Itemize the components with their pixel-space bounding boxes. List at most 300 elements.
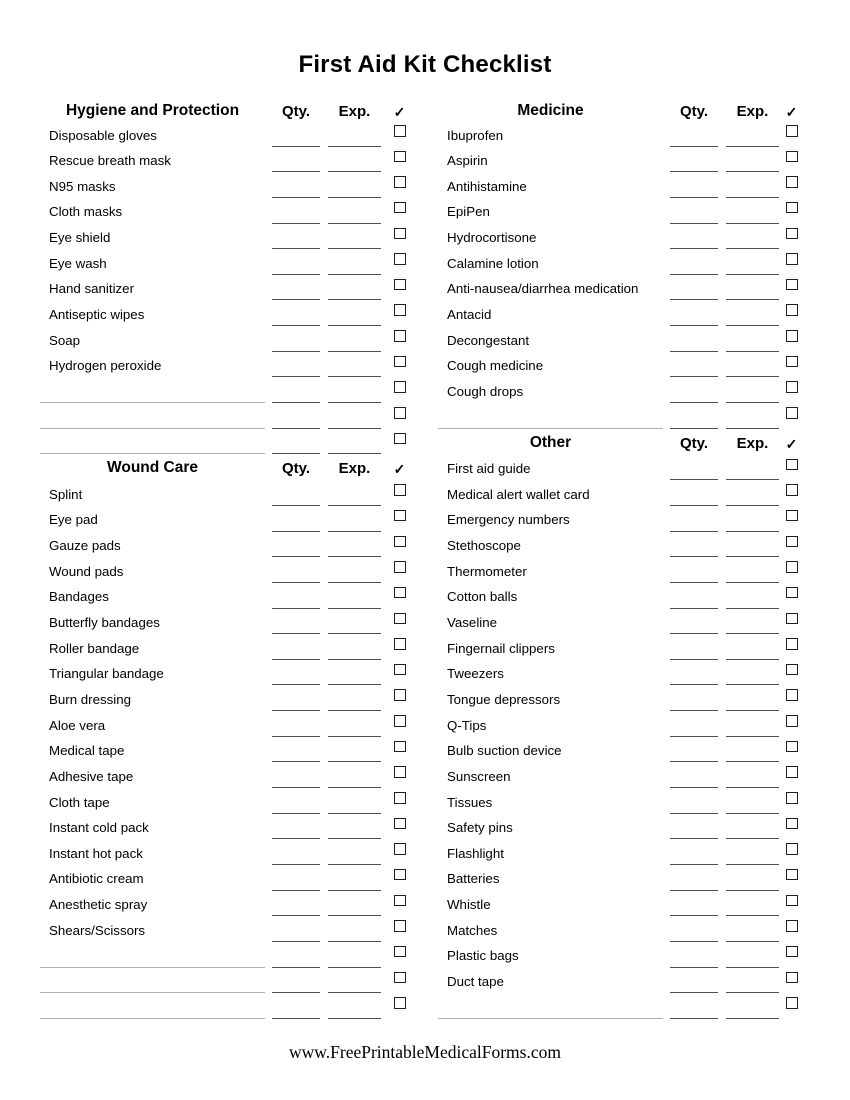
- section-title: Other: [529, 433, 572, 451]
- exp-input-line[interactable]: [726, 941, 779, 942]
- item-checkbox[interactable]: [394, 972, 406, 984]
- item-checkbox[interactable]: [394, 381, 406, 393]
- exp-input-line[interactable]: [726, 171, 779, 172]
- item-checkbox[interactable]: [786, 972, 798, 984]
- item-label: Fingernail clippers: [447, 640, 555, 656]
- qty-input-line[interactable]: [272, 710, 320, 711]
- exp-input-line[interactable]: [726, 761, 779, 762]
- item-checkbox[interactable]: [394, 484, 406, 496]
- qty-input-line[interactable]: [272, 505, 320, 506]
- checklist-row: [40, 508, 406, 534]
- blank-checklist-row: [40, 431, 406, 457]
- page-title: First Aid Kit Checklist: [298, 51, 552, 78]
- blank-checklist-row: [438, 405, 798, 431]
- item-checkbox[interactable]: [786, 997, 798, 1009]
- item-label: Matches: [447, 922, 498, 938]
- qty-input-line[interactable]: [670, 582, 718, 583]
- item-label: Anesthetic spray: [49, 897, 148, 913]
- qty-input-line[interactable]: [670, 710, 718, 711]
- exp-input-line[interactable]: [726, 531, 779, 532]
- item-checkbox[interactable]: [786, 946, 798, 958]
- qty-input-line[interactable]: [670, 736, 718, 737]
- qty-input-line[interactable]: [670, 915, 718, 916]
- item-label: Eye wash: [49, 255, 107, 271]
- qty-input-line[interactable]: [670, 505, 718, 506]
- item-checkbox[interactable]: [394, 689, 406, 701]
- exp-input-line[interactable]: [328, 146, 381, 147]
- qty-input-line[interactable]: [272, 299, 320, 300]
- item-label: N95 masks: [49, 178, 116, 194]
- qty-input-line[interactable]: [670, 428, 718, 429]
- checklist-row: [438, 611, 798, 637]
- item-checkbox[interactable]: [394, 613, 406, 625]
- item-checkbox[interactable]: [394, 741, 406, 753]
- item-checkbox[interactable]: [394, 895, 406, 907]
- checklist-row: [40, 636, 406, 662]
- item-checkbox[interactable]: [394, 151, 406, 163]
- qty-input-line[interactable]: [670, 761, 718, 762]
- checklist-row: [40, 611, 406, 637]
- blank-item-input-line[interactable]: [40, 992, 265, 993]
- qty-input-line[interactable]: [670, 248, 718, 249]
- item-checkbox[interactable]: [786, 279, 798, 291]
- qty-input-line[interactable]: [670, 351, 718, 352]
- qty-input-line[interactable]: [272, 274, 320, 275]
- item-checkbox[interactable]: [786, 330, 798, 342]
- item-checkbox[interactable]: [394, 997, 406, 1009]
- item-checkbox[interactable]: [786, 151, 798, 163]
- check-column-header: ✓: [785, 104, 798, 120]
- exp-input-line[interactable]: [726, 710, 779, 711]
- item-checkbox[interactable]: [786, 536, 798, 548]
- item-checkbox[interactable]: [786, 459, 798, 471]
- item-checkbox[interactable]: [394, 202, 406, 214]
- item-label: Disposable gloves: [49, 127, 157, 143]
- item-label: Anti-nausea/diarrhea medication: [447, 281, 639, 297]
- exp-input-line[interactable]: [328, 223, 381, 224]
- qty-input-line[interactable]: [272, 684, 320, 685]
- item-checkbox[interactable]: [786, 792, 798, 804]
- item-checkbox[interactable]: [786, 561, 798, 573]
- item-checkbox[interactable]: [786, 228, 798, 240]
- item-label: Sunscreen: [447, 768, 511, 784]
- item-label: Tissues: [447, 794, 493, 810]
- qty-column-header: Qty.: [679, 103, 709, 120]
- item-checkbox[interactable]: [786, 356, 798, 368]
- item-label: Rescue breath mask: [49, 153, 171, 169]
- qty-column-header: Qty.: [281, 460, 311, 478]
- qty-input-line[interactable]: [272, 325, 320, 326]
- qty-input-line[interactable]: [670, 274, 718, 275]
- item-checkbox[interactable]: [394, 433, 406, 445]
- item-label: Adhesive tape: [49, 768, 134, 784]
- exp-input-line[interactable]: [328, 531, 381, 532]
- exp-input-line[interactable]: [328, 710, 381, 711]
- checklist-row: [438, 970, 798, 996]
- check-column-header: ✓: [785, 435, 798, 452]
- exp-input-line[interactable]: [328, 890, 381, 891]
- exp-input-line[interactable]: [726, 1018, 779, 1019]
- item-checkbox[interactable]: [786, 202, 798, 214]
- item-checkbox[interactable]: [786, 510, 798, 522]
- exp-input-line[interactable]: [726, 197, 779, 198]
- qty-input-line[interactable]: [272, 531, 320, 532]
- exp-input-line[interactable]: [328, 556, 381, 557]
- qty-input-line[interactable]: [272, 659, 320, 660]
- qty-input-line[interactable]: [272, 787, 320, 788]
- checklist-row: [438, 764, 798, 790]
- qty-input-line[interactable]: [670, 659, 718, 660]
- exp-input-line[interactable]: [328, 1018, 381, 1019]
- exp-input-line[interactable]: [328, 325, 381, 326]
- item-checkbox[interactable]: [786, 125, 798, 137]
- item-checkbox[interactable]: [786, 484, 798, 496]
- item-checkbox[interactable]: [786, 613, 798, 625]
- checklist-row: [40, 893, 406, 919]
- qty-input-line[interactable]: [272, 813, 320, 814]
- qty-input-line[interactable]: [670, 941, 718, 942]
- qty-input-line[interactable]: [272, 146, 320, 147]
- item-label: Cloth tape: [49, 794, 110, 810]
- qty-input-line[interactable]: [670, 376, 718, 377]
- item-checkbox[interactable]: [786, 920, 798, 932]
- checklist-row: [438, 662, 798, 688]
- blank-item-input-line[interactable]: [40, 1018, 265, 1019]
- check-column-header: ✓: [393, 104, 406, 120]
- qty-input-line[interactable]: [272, 556, 320, 557]
- exp-input-line[interactable]: [328, 761, 381, 762]
- checklist-row: [438, 379, 798, 405]
- item-checkbox[interactable]: [786, 895, 798, 907]
- qty-input-line[interactable]: [670, 402, 718, 403]
- exp-input-line[interactable]: [726, 146, 779, 147]
- exp-input-line[interactable]: [726, 402, 779, 403]
- checklist-row: [438, 816, 798, 842]
- qty-input-line[interactable]: [272, 171, 320, 172]
- item-label: Antihistamine: [447, 178, 527, 194]
- item-checkbox[interactable]: [786, 176, 798, 188]
- qty-input-line[interactable]: [272, 582, 320, 583]
- qty-input-line[interactable]: [670, 864, 718, 865]
- exp-input-line[interactable]: [726, 890, 779, 891]
- item-label: Splint: [49, 486, 83, 502]
- qty-input-line[interactable]: [272, 223, 320, 224]
- exp-input-line[interactable]: [328, 659, 381, 660]
- item-label: Safety pins: [447, 820, 513, 836]
- qty-input-line[interactable]: [670, 479, 718, 480]
- exp-input-line[interactable]: [328, 274, 381, 275]
- checklist-row: [40, 200, 406, 226]
- qty-input-line[interactable]: [670, 787, 718, 788]
- blank-item-input-line[interactable]: [40, 402, 265, 403]
- exp-input-line[interactable]: [726, 505, 779, 506]
- qty-column-header: Qty.: [281, 103, 311, 120]
- exp-input-line[interactable]: [328, 838, 381, 839]
- checklist-row: [438, 226, 798, 252]
- blank-item-input-line[interactable]: [438, 428, 663, 429]
- item-checkbox[interactable]: [786, 407, 798, 419]
- exp-input-line[interactable]: [328, 376, 381, 377]
- item-checkbox[interactable]: [394, 279, 406, 291]
- exp-input-line[interactable]: [328, 813, 381, 814]
- item-checkbox[interactable]: [394, 176, 406, 188]
- qty-input-line[interactable]: [272, 351, 320, 352]
- item-label: Aspirin: [447, 153, 488, 169]
- exp-input-line[interactable]: [726, 325, 779, 326]
- item-label: Burn dressing: [49, 691, 132, 707]
- qty-input-line[interactable]: [272, 608, 320, 609]
- item-label: Medical tape: [49, 743, 125, 759]
- exp-input-line[interactable]: [328, 787, 381, 788]
- checklist-row: [438, 508, 798, 534]
- exp-input-line[interactable]: [328, 633, 381, 634]
- checklist-row: [438, 739, 798, 765]
- item-label: Gauze pads: [49, 538, 121, 554]
- exp-input-line[interactable]: [726, 659, 779, 660]
- exp-input-line[interactable]: [726, 813, 779, 814]
- exp-input-line[interactable]: [726, 376, 779, 377]
- section-header: [40, 456, 406, 482]
- right-column: [438, 96, 798, 1021]
- checklist-row: [40, 841, 406, 867]
- item-checkbox[interactable]: [394, 407, 406, 419]
- exp-input-line[interactable]: [328, 351, 381, 352]
- qty-input-line[interactable]: [272, 402, 320, 403]
- qty-input-line[interactable]: [272, 915, 320, 916]
- checklist-row: [438, 559, 798, 585]
- blank-checklist-row: [40, 405, 406, 431]
- qty-input-line[interactable]: [670, 684, 718, 685]
- exp-input-line[interactable]: [726, 351, 779, 352]
- item-checkbox[interactable]: [394, 510, 406, 522]
- item-checkbox[interactable]: [394, 638, 406, 650]
- exp-input-line[interactable]: [328, 582, 381, 583]
- item-checkbox[interactable]: [394, 869, 406, 881]
- exp-input-line[interactable]: [328, 967, 381, 968]
- item-label: Hydrogen peroxide: [49, 358, 162, 374]
- item-checkbox[interactable]: [394, 715, 406, 727]
- qty-input-line[interactable]: [272, 197, 320, 198]
- qty-input-line[interactable]: [670, 608, 718, 609]
- exp-column-header: Exp.: [736, 434, 769, 452]
- qty-input-line[interactable]: [670, 531, 718, 532]
- checklist-row: [40, 687, 406, 713]
- exp-input-line[interactable]: [726, 787, 779, 788]
- exp-input-line[interactable]: [726, 967, 779, 968]
- exp-input-line[interactable]: [328, 453, 381, 454]
- exp-input-line[interactable]: [328, 299, 381, 300]
- exp-input-line[interactable]: [328, 736, 381, 737]
- qty-input-line[interactable]: [670, 890, 718, 891]
- exp-input-line[interactable]: [726, 274, 779, 275]
- item-label: Batteries: [447, 871, 500, 887]
- checklist-row: [40, 251, 406, 277]
- item-checkbox[interactable]: [394, 766, 406, 778]
- item-label: Cloth masks: [49, 204, 123, 220]
- exp-input-line[interactable]: [726, 428, 779, 429]
- item-checkbox[interactable]: [394, 304, 406, 316]
- blank-item-input-line[interactable]: [438, 1018, 663, 1019]
- checklist-row: [40, 123, 406, 149]
- exp-input-line[interactable]: [328, 428, 381, 429]
- qty-input-line[interactable]: [272, 1018, 320, 1019]
- exp-input-line[interactable]: [328, 684, 381, 685]
- qty-input-line[interactable]: [670, 967, 718, 968]
- checklist-row: [438, 482, 798, 508]
- exp-input-line[interactable]: [328, 402, 381, 403]
- item-label: Tongue depressors: [447, 691, 561, 707]
- item-checkbox[interactable]: [394, 843, 406, 855]
- qty-input-line[interactable]: [272, 890, 320, 891]
- exp-input-line[interactable]: [726, 299, 779, 300]
- exp-input-line[interactable]: [726, 556, 779, 557]
- item-checkbox[interactable]: [394, 356, 406, 368]
- section-header: [438, 431, 798, 457]
- exp-input-line[interactable]: [726, 864, 779, 865]
- blank-item-input-line[interactable]: [40, 967, 265, 968]
- checklist-row: [40, 174, 406, 200]
- item-checkbox[interactable]: [394, 228, 406, 240]
- checklist-row: [40, 739, 406, 765]
- exp-input-line[interactable]: [726, 736, 779, 737]
- item-checkbox[interactable]: [394, 587, 406, 599]
- qty-input-line[interactable]: [272, 248, 320, 249]
- item-label: EpiPen: [447, 204, 490, 220]
- blank-item-input-line[interactable]: [40, 453, 265, 454]
- item-label: Flashlight: [447, 845, 504, 861]
- item-checkbox[interactable]: [786, 587, 798, 599]
- exp-input-line[interactable]: [726, 838, 779, 839]
- item-checkbox[interactable]: [786, 715, 798, 727]
- exp-column-header: Exp.: [338, 103, 371, 120]
- qty-input-line[interactable]: [670, 992, 718, 993]
- item-checkbox[interactable]: [394, 330, 406, 342]
- checklist-row: [40, 482, 406, 508]
- item-checkbox[interactable]: [786, 638, 798, 650]
- item-checkbox[interactable]: [394, 818, 406, 830]
- qty-input-line[interactable]: [670, 171, 718, 172]
- item-label: Antibiotic cream: [49, 871, 144, 887]
- item-checkbox[interactable]: [786, 304, 798, 316]
- item-checkbox[interactable]: [786, 689, 798, 701]
- checklist-row: [438, 200, 798, 226]
- exp-input-line[interactable]: [328, 505, 381, 506]
- checklist-row: [40, 918, 406, 944]
- exp-input-line[interactable]: [726, 582, 779, 583]
- qty-input-line[interactable]: [272, 992, 320, 993]
- blank-checklist-row: [40, 970, 406, 996]
- qty-input-line[interactable]: [670, 633, 718, 634]
- exp-input-line[interactable]: [328, 248, 381, 249]
- item-checkbox[interactable]: [786, 843, 798, 855]
- qty-input-line[interactable]: [272, 967, 320, 968]
- qty-input-line[interactable]: [272, 864, 320, 865]
- exp-input-line[interactable]: [726, 992, 779, 993]
- item-checkbox[interactable]: [394, 664, 406, 676]
- item-checkbox[interactable]: [786, 741, 798, 753]
- checklist-row: [40, 277, 406, 303]
- blank-checklist-row: [40, 944, 406, 970]
- qty-input-line[interactable]: [670, 325, 718, 326]
- checklist-row: [438, 354, 798, 380]
- item-checkbox[interactable]: [394, 253, 406, 265]
- item-checkbox[interactable]: [394, 920, 406, 932]
- item-checkbox[interactable]: [394, 792, 406, 804]
- exp-input-line[interactable]: [328, 171, 381, 172]
- exp-input-line[interactable]: [726, 248, 779, 249]
- qty-input-line[interactable]: [670, 146, 718, 147]
- exp-input-line[interactable]: [726, 608, 779, 609]
- qty-input-line[interactable]: [272, 941, 320, 942]
- item-checkbox[interactable]: [786, 869, 798, 881]
- item-label: Hydrocortisone: [447, 230, 537, 246]
- exp-column-header: Exp.: [736, 103, 769, 120]
- qty-input-line[interactable]: [670, 197, 718, 198]
- item-label: Triangular bandage: [49, 666, 164, 682]
- checklist-row: [438, 636, 798, 662]
- item-checkbox[interactable]: [394, 125, 406, 137]
- item-label: Soap: [49, 332, 81, 348]
- item-label: Cotton balls: [447, 589, 518, 605]
- section-title: Hygiene and Protection: [65, 102, 240, 119]
- qty-input-line[interactable]: [670, 299, 718, 300]
- checklist-row: [40, 354, 406, 380]
- exp-input-line[interactable]: [726, 479, 779, 480]
- left-column: [40, 96, 406, 1021]
- qty-input-line[interactable]: [670, 838, 718, 839]
- exp-input-line[interactable]: [328, 915, 381, 916]
- item-checkbox[interactable]: [786, 664, 798, 676]
- item-checkbox[interactable]: [786, 253, 798, 265]
- qty-input-line[interactable]: [670, 556, 718, 557]
- exp-input-line[interactable]: [328, 941, 381, 942]
- qty-input-line[interactable]: [272, 453, 320, 454]
- checklist-row: [438, 277, 798, 303]
- exp-input-line[interactable]: [726, 633, 779, 634]
- qty-input-line[interactable]: [272, 633, 320, 634]
- item-label: Vaseline: [447, 615, 498, 631]
- item-label: Instant cold pack: [49, 820, 149, 836]
- exp-input-line[interactable]: [726, 684, 779, 685]
- qty-input-line[interactable]: [272, 761, 320, 762]
- exp-input-line[interactable]: [726, 223, 779, 224]
- blank-item-input-line[interactable]: [40, 428, 265, 429]
- item-label: Cough drops: [447, 383, 524, 399]
- qty-input-line[interactable]: [670, 1018, 718, 1019]
- exp-input-line[interactable]: [726, 915, 779, 916]
- item-checkbox[interactable]: [394, 561, 406, 573]
- item-label: Aloe vera: [49, 717, 106, 733]
- item-label: Cough medicine: [447, 358, 544, 374]
- item-checkbox[interactable]: [786, 766, 798, 778]
- checklist-row: [438, 534, 798, 560]
- exp-input-line[interactable]: [328, 864, 381, 865]
- qty-input-line[interactable]: [670, 813, 718, 814]
- item-checkbox[interactable]: [394, 946, 406, 958]
- qty-input-line[interactable]: [272, 428, 320, 429]
- exp-input-line[interactable]: [328, 197, 381, 198]
- exp-input-line[interactable]: [328, 992, 381, 993]
- qty-input-line[interactable]: [272, 736, 320, 737]
- qty-input-line[interactable]: [272, 376, 320, 377]
- qty-input-line[interactable]: [272, 838, 320, 839]
- item-checkbox[interactable]: [394, 536, 406, 548]
- qty-input-line[interactable]: [670, 223, 718, 224]
- item-label: Duct tape: [447, 974, 504, 989]
- item-checkbox[interactable]: [786, 818, 798, 830]
- exp-input-line[interactable]: [328, 608, 381, 609]
- item-checkbox[interactable]: [786, 381, 798, 393]
